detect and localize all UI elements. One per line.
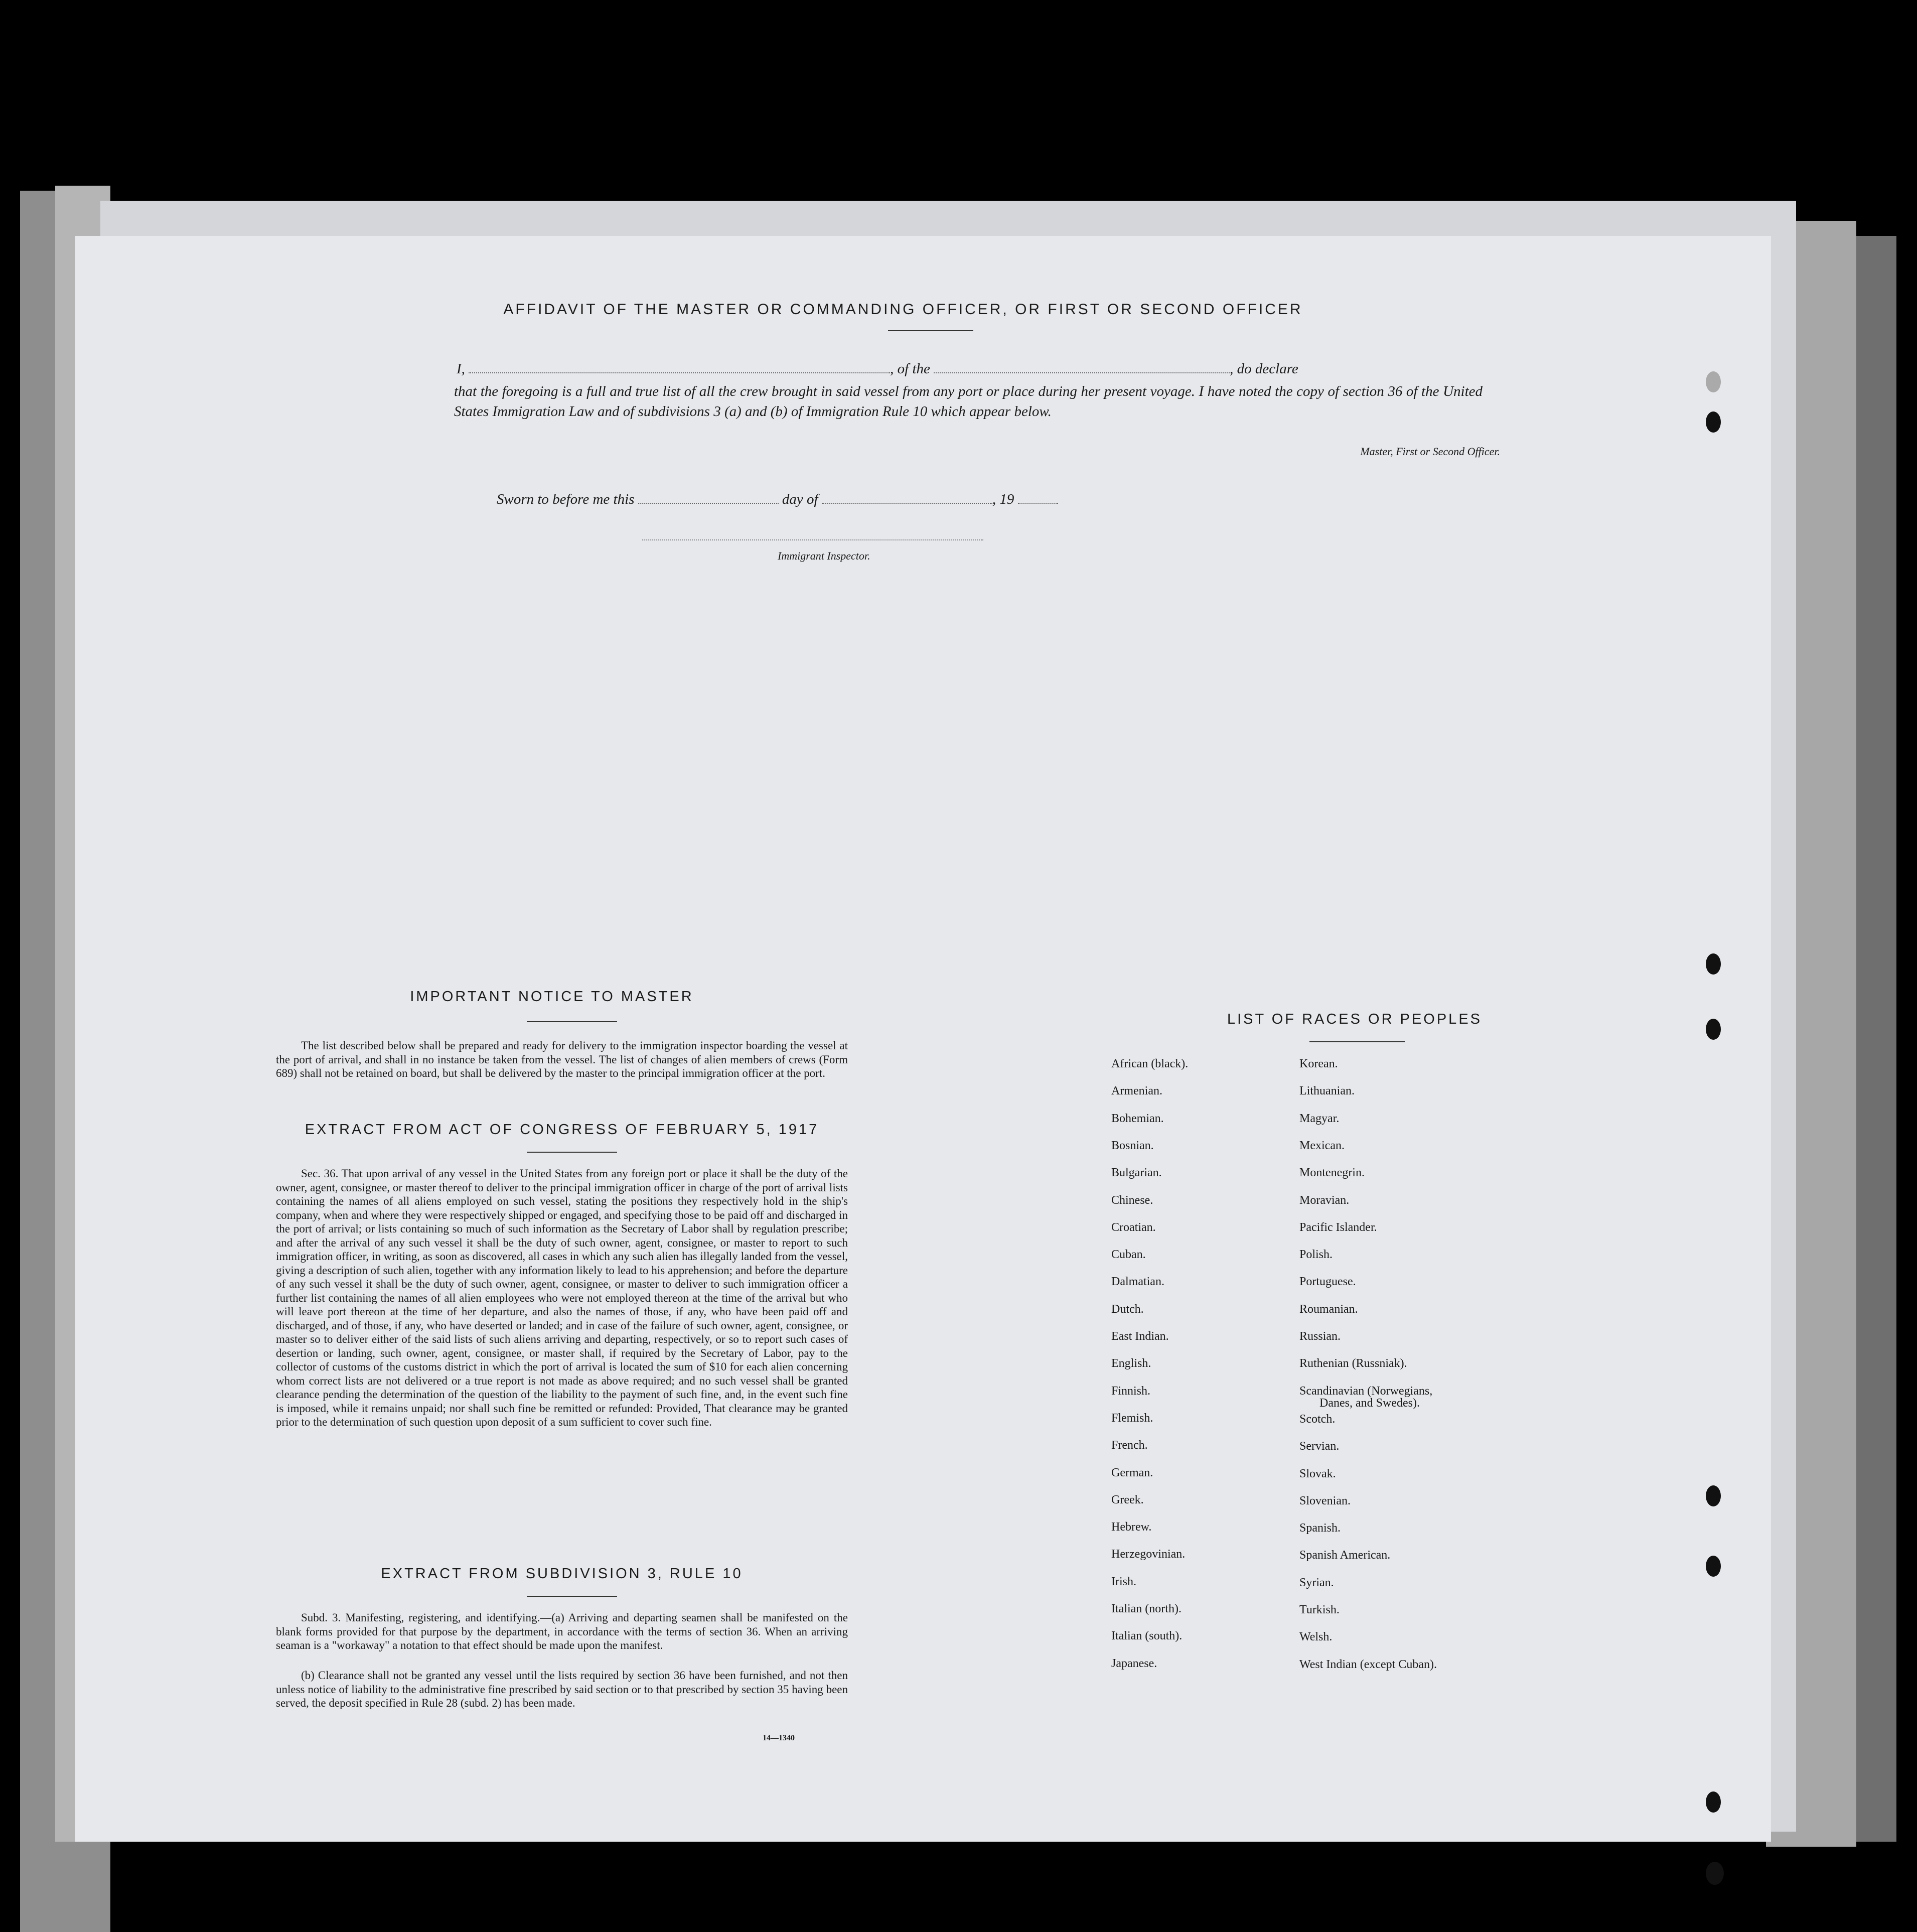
- race-item: Montenegrin.: [1299, 1166, 1365, 1180]
- race-item: Croatian.: [1111, 1220, 1156, 1234]
- race-item: Servian.: [1299, 1440, 1340, 1453]
- race-item: Polish.: [1299, 1248, 1333, 1262]
- affidavit-title: AFFIDAVIT OF THE MASTER OR COMMANDING OFFICER, OR FIRST OR SECOND OFFICER: [503, 301, 1303, 318]
- race-item: Russian.: [1299, 1330, 1341, 1343]
- race-item: Mexican.: [1299, 1139, 1345, 1152]
- affidavit-text: that the foregoing is a full and true list of all the crew brought in said vessel from any port or place during her present voyage. I have noted the copy of section 36 of the United States Immigration Law and of subdivisions 3 (a) and (b) of Immigration Rule 10 which appear below.: [454, 383, 1483, 420]
- race-item: Turkish.: [1299, 1603, 1340, 1616]
- race-item: Korean.: [1299, 1057, 1338, 1070]
- race-item: Bulgarian.: [1111, 1166, 1162, 1180]
- signature-label: Master, First or Second Officer.: [1360, 445, 1500, 458]
- notice-title-rule: [527, 1021, 617, 1022]
- race-item: Japanese.: [1111, 1657, 1157, 1670]
- race-item: Italian (south).: [1111, 1629, 1183, 1643]
- race-item: Scotch.: [1299, 1412, 1336, 1426]
- race-item: Hebrew.: [1111, 1521, 1152, 1534]
- notice-title: IMPORTANT NOTICE TO MASTER: [410, 989, 694, 1005]
- race-item-continuation: Danes, and Swedes).: [1319, 1396, 1420, 1410]
- race-item: Slovenian.: [1299, 1494, 1351, 1507]
- race-item: German.: [1111, 1466, 1153, 1479]
- punch-hole: [1706, 1791, 1721, 1813]
- race-item: Irish.: [1111, 1575, 1136, 1588]
- race-item: Bosnian.: [1111, 1139, 1154, 1152]
- race-item: Cuban.: [1111, 1248, 1146, 1262]
- race-item: Spanish American.: [1299, 1549, 1391, 1562]
- race-item: Chinese.: [1111, 1193, 1153, 1207]
- race-item: West Indian (except Cuban).: [1299, 1658, 1437, 1671]
- sworn-month-blank: [822, 503, 992, 504]
- race-item: Finnish.: [1111, 1384, 1151, 1398]
- document-page: [75, 236, 1771, 1842]
- race-item: Herzegovinian.: [1111, 1548, 1186, 1561]
- race-item: Bohemian.: [1111, 1112, 1164, 1125]
- notice-text: The list described below shall be prepared and ready for delivery to the immigration inspector boarding the vessel at the port of arrival, and shall in no instance be taken from the vessel. The list of changes of alien members of crews (Form 689) shall not be retained on board, but shall be delivered by the master to the principal immigration officer at the port.: [276, 1039, 848, 1079]
- act-title-rule: [527, 1152, 617, 1153]
- race-item: Greek.: [1111, 1493, 1144, 1506]
- race-item: African (black).: [1111, 1057, 1189, 1070]
- affidavit-declaration-line: I, , of the , do declare: [457, 361, 1298, 377]
- punch-hole: [1706, 1556, 1721, 1577]
- race-item: Spanish.: [1299, 1522, 1341, 1535]
- rule-title: EXTRACT FROM SUBDIVISION 3, RULE 10: [381, 1566, 743, 1582]
- sworn-day-blank: [638, 503, 779, 504]
- race-item: Armenian.: [1111, 1084, 1162, 1098]
- sworn-year-blank: [1018, 503, 1058, 504]
- punch-hole: [1706, 953, 1721, 975]
- race-item: Italian (north).: [1111, 1602, 1182, 1615]
- races-title-rule: [1309, 1041, 1405, 1042]
- punch-hole: [1706, 1485, 1721, 1506]
- rule-text-a: Subd. 3. Manifesting, registering, and identifying.—(a) Arriving and departing seamen shall be manifested on the blank forms provided for that purpose by the department, in accordance with the terms of section 36. When an arriving seaman is a "workaway" a notation to that effect should be made upon the manifest.: [276, 1611, 848, 1651]
- race-item: Roumanian.: [1299, 1302, 1358, 1316]
- form-number: 14—1340: [763, 1734, 795, 1742]
- race-item: English.: [1111, 1357, 1151, 1370]
- race-item: Slovak.: [1299, 1467, 1336, 1480]
- punch-hole: [1706, 411, 1721, 433]
- inspector-label: Immigrant Inspector.: [778, 549, 870, 562]
- race-item: Flemish.: [1111, 1411, 1153, 1425]
- inspector-signature-line: [642, 539, 983, 540]
- race-item: East Indian.: [1111, 1330, 1169, 1343]
- race-item: Dalmatian.: [1111, 1275, 1164, 1289]
- act-text: Sec. 36. That upon arrival of any vessel in the United States from any foreign port or place it shall be the duty of the owner, agent, consignee, or master thereof to deliver to the principal immigration officer in charge of the port of arrival lists containing the names of all aliens employed on such vessel, stating the positions they respectively hold in the ship's company, when and where they were respectively shipped or engaged, and specifying those to be paid off and discharged in the port of arrival; or lists containing so much of such information as the Secretary of Labor shall by regulation prescribe; and after the arrival of any such vessel it shall be the duty of such owner, agent, consignee, or master to report to such immigration officer, in writing, as soon as discovered, all cases in which any such alien has illegally landed from the vessel, giving a description of such alien, together with any information likely to lead to his apprehension; and before the departure of any such vessel it shall be the duty of such owner, agent, consignee, or master to deliver to such immigration officer a further list containing the names of all alien employees who were not employed thereon at the time of the arrival but who will leave port thereon at the time of her departure, and also the names of those, if any, who have been paid off and discharged, and of those, if any, who have deserted or landed; and in case of the failure of such owner, agent, consignee, or master so to deliver either of the said lists of such aliens arriving and departing, respectively, or so to report such cases of desertion or landing, such owner, agent, consignee, or master shall, if required by the Secretary of Labor, pay to the collector of customs of the customs district in which the port of arrival is located the sum of $10 for each alien concerning whom correct lists are not delivered or a true report is not made as above required; and no such vessel shall be granted clearance pending the determination of the question of the liability to the payment of such fine, and, in the event such fine is imposed, while it remains unpaid; nor shall such fine be remitted or refunded: Provided, That clearance may be granted prior to the determination of such question upon deposit of a sum sufficient to cover such fine.: [276, 1167, 848, 1428]
- rule-title-rule: [527, 1596, 617, 1597]
- race-item: Magyar.: [1299, 1112, 1340, 1125]
- name-blank: [469, 372, 890, 373]
- vessel-blank: [934, 372, 1230, 373]
- race-item: Syrian.: [1299, 1576, 1334, 1589]
- sworn-line: Sworn to before me this day of , 19: [497, 489, 1199, 509]
- race-item: Lithuanian.: [1299, 1084, 1355, 1098]
- affidavit-title-rule: [888, 330, 973, 331]
- races-title: LIST OF RACES OR PEOPLES: [1227, 1011, 1483, 1027]
- race-item: Dutch.: [1111, 1302, 1144, 1316]
- punch-hole: [1706, 1862, 1724, 1885]
- rule-text-b: (b) Clearance shall not be granted any vessel until the lists required by section 36 have been furnished, and not then unless notice of liability to the administrative fine prescribed by said section or to that prescribed by section 35 having been served, the deposit specified in Rule 28 (subd. 2) has been made.: [276, 1669, 848, 1709]
- race-item: Scandinavian (Norwegians,: [1299, 1384, 1433, 1398]
- race-item: Ruthenian (Russniak).: [1299, 1357, 1407, 1370]
- punch-hole: [1706, 1019, 1721, 1040]
- act-title: EXTRACT FROM ACT OF CONGRESS OF FEBRUARY 5, 1917: [305, 1122, 819, 1138]
- punch-hole: [1706, 371, 1721, 392]
- race-item: French.: [1111, 1439, 1148, 1452]
- race-item: Pacific Islander.: [1299, 1220, 1377, 1234]
- race-item: Welsh.: [1299, 1630, 1333, 1644]
- race-item: Portuguese.: [1299, 1275, 1356, 1289]
- race-item: Moravian.: [1299, 1193, 1350, 1207]
